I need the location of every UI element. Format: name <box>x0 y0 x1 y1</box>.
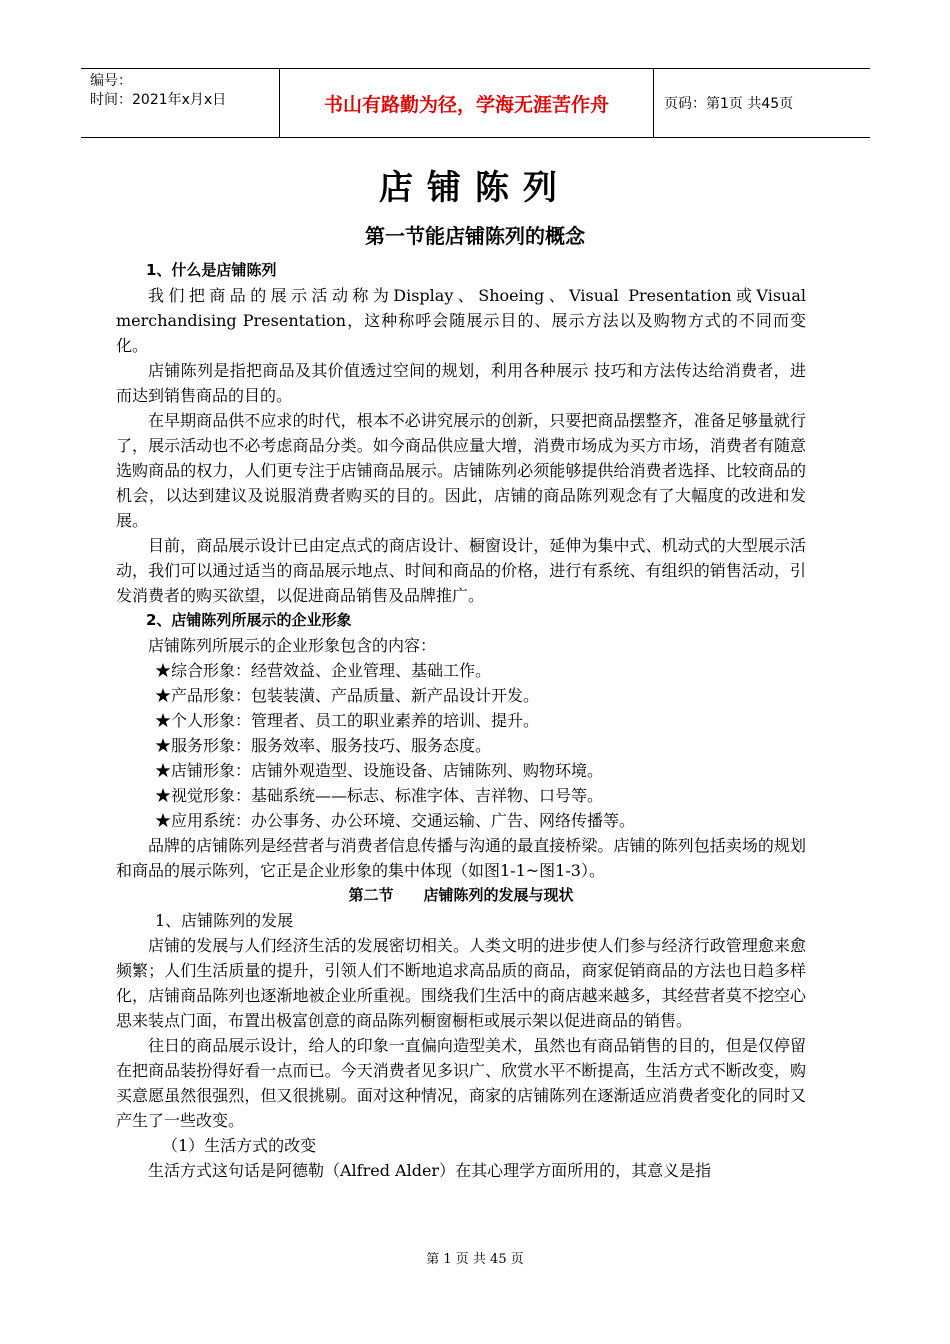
subheading-lifestyle: （1）生活方式的改变 <box>162 1136 317 1155</box>
paragraph: 在早期商品供不应求的时代，根本不必讲究展示的创新，只要把商品摆整齐，准备足够量就行了，展示活动也不必考虑商品分类。如今商品供应量大增，消费市场成为买方市场，消费者有随意选购商品的权力，人们更专注于店铺商品展示。店铺陈列必须能够提供给消费者选择、比较商品的机会，以达到建议及说服消费者购买的目的。因此，店铺的商品陈列观念有了大幅度的改进和发展。 <box>116 411 806 530</box>
paragraph: 目前，商品展示设计已由定点式的商店设计、橱窗设计，延伸为集中式、机动式的大型展示活动，我们可以通过适当的商品展示地点、时间和商品的价格，进行有系统、有组织的销售活动，引发消费者的购买欲望，以促进商品销售及品牌推广。 <box>116 536 806 605</box>
section2-title: 第二节 店铺陈列的发展与现状 <box>348 886 574 904</box>
paragraph: 品牌的店铺陈列是经营者与消费者信息传播与沟通的最直接桥梁。店铺的陈列包括卖场的规划和商品的展示陈列，它正是企业形象的集中体现（如图1-1~图1-3）。 <box>116 836 806 880</box>
heading-corporate-image: 2、店铺陈列所展示的企业形象 <box>146 611 352 629</box>
paragraph: 我们把商品的展示活动称为Display、Shoeing、Visual Presentation或Visual merchandising Presentation，这种称呼会随展示目的、展示方法以及购物方式的不同而变化。 <box>116 286 806 355</box>
page-footer: 第 1 页 共 45 页 <box>426 1252 524 1267</box>
time-label: 时间：2021年x月x日 <box>90 92 227 108</box>
bullet-item: ★个人形象：管理者、员工的职业素养的培训、提升。 <box>155 711 540 730</box>
number-label: 编号： <box>90 73 132 89</box>
document-title: 店铺陈列 <box>379 168 571 208</box>
page-info: 页码：第1页 共45页 <box>664 96 794 112</box>
heading-what-is-display: 1、什么是店铺陈列 <box>146 261 277 279</box>
bullet-item: ★综合形象：经营效益、企业管理、基础工作。 <box>155 661 492 680</box>
page-header <box>81 68 870 138</box>
paragraph: 生活方式这句话是阿德勒（Alfred Alder）在其心理学方面所用的，其意义是指 <box>148 1161 712 1180</box>
bullet-item: ★服务形象：服务效率、服务技巧、服务态度。 <box>155 736 492 755</box>
paragraph: 往日的商品展示设计，给人的印象一直偏向造型美术，虽然也有商品销售的目的，但是仅停留在把商品装扮得好看一点而已。今天消费者见多识广、欣赏水平不断提高，生活方式不断改变，购买意愿虽然很强烈，但又很挑剔。面对这种情况，商家的店铺陈列在逐渐适应消费者变化的同时又产生了一些改变。 <box>116 1036 806 1130</box>
bullet-item: ★产品形象：包装装潢、产品质量、新产品设计开发。 <box>155 686 540 705</box>
bullet-item: ★视觉形象：基础系统——标志、标准字体、吉祥物、口号等。 <box>155 786 604 805</box>
paragraph: 店铺陈列所展示的企业形象包含的内容： <box>148 636 437 655</box>
document-body <box>116 258 806 1183</box>
subheading-development: 1、店铺陈列的发展 <box>155 911 294 930</box>
bullet-item: ★应用系统：办公事务、办公环境、交通运输、广告、网络传播等。 <box>155 811 636 830</box>
section1-title: 第一节能店铺陈列的概念 <box>365 224 585 248</box>
bullet-item: ★店铺形象：店铺外观造型、设施设备、店铺陈列、购物环境。 <box>155 761 604 780</box>
paragraph: 店铺的发展与人们经济生活的发展密切相关。人类文明的进步使人们参与经济行政管理愈来愈频繁；人们生活质量的提升，引领人们不断地追求高品质的商品，商家促销商品的方法也日趋多样化，店铺商品陈列也逐渐地被企业所重视。围绕我们生活中的商店越来越多，其经营者莫不挖空心思来装点门面，布置出极富创意的商品陈列橱窗橱柜或展示架以促进商品的销售。 <box>116 936 806 1030</box>
paragraph: 店铺陈列是指把商品及其价值透过空间的规划，利用各种展示 技巧和方法传达给消费者，进而达到销售商品的目的。 <box>116 361 806 405</box>
header-info-cell <box>81 69 280 137</box>
motto: 书山有路勤为径，学海无涯苦作舟 <box>280 69 654 137</box>
